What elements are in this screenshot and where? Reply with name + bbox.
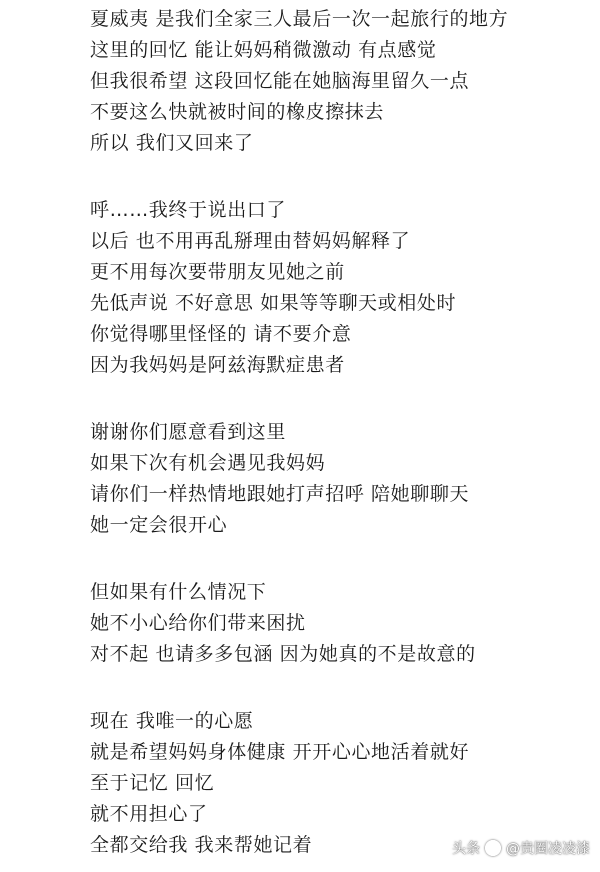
text-line: 就是希望妈妈身体健康 开开心心地活着就好 [90, 741, 470, 763]
text-line: 所以 我们又回来了 [90, 132, 254, 154]
text-line: 谢谢你们愿意看到这里 [90, 421, 287, 443]
text-line: 就不用担心了 [90, 803, 208, 825]
text-line: 现在 我唯一的心愿 [90, 710, 254, 732]
text-line: 但我很希望 这段回忆能在她脑海里留久一点 [90, 70, 470, 92]
text-line: 但如果有什么情况下 [90, 581, 267, 603]
watermark [452, 838, 590, 858]
text-line: 如果下次有机会遇见我妈妈 [90, 452, 326, 474]
text-line: 呼……我终于说出口了 [90, 199, 287, 221]
text-line: 夏威夷 是我们全家三人最后一次一起旅行的地方 [90, 8, 509, 30]
watermark-platform: 头条 [452, 841, 480, 857]
text-line: 她不小心给你们带来困扰 [90, 612, 306, 634]
text-line: 她一定会很开心 [90, 514, 228, 536]
text-line: 因为我妈妈是阿兹海默症患者 [90, 354, 345, 376]
text-line: 至于记忆 回忆 [90, 772, 215, 794]
text-line: 以后 也不用再乱掰理由替妈妈解释了 [90, 230, 411, 252]
text-line: 请你们一样热情地跟她打声招呼 陪她聊聊天 [90, 483, 470, 505]
text-line: 全都交给我 我来帮她记着 [90, 834, 313, 856]
text-line: 更不用每次要带朋友见她之前 [90, 261, 345, 283]
toutiao-logo-icon [485, 840, 501, 856]
text-line: 对不起 也请多多包涵 因为她真的不是故意的 [90, 643, 476, 665]
text-line: 先低声说 不好意思 如果等等聊天或相处时 [90, 292, 457, 314]
watermark-author: @贵圈凌凌漆 [506, 841, 590, 857]
text-line: 你觉得哪里怪怪的 请不要介意 [90, 323, 352, 345]
text-line: 不要这么快就被时间的橡皮擦抹去 [90, 101, 385, 123]
text-line: 这里的回忆 能让妈妈稍微激动 有点感觉 [90, 39, 437, 61]
